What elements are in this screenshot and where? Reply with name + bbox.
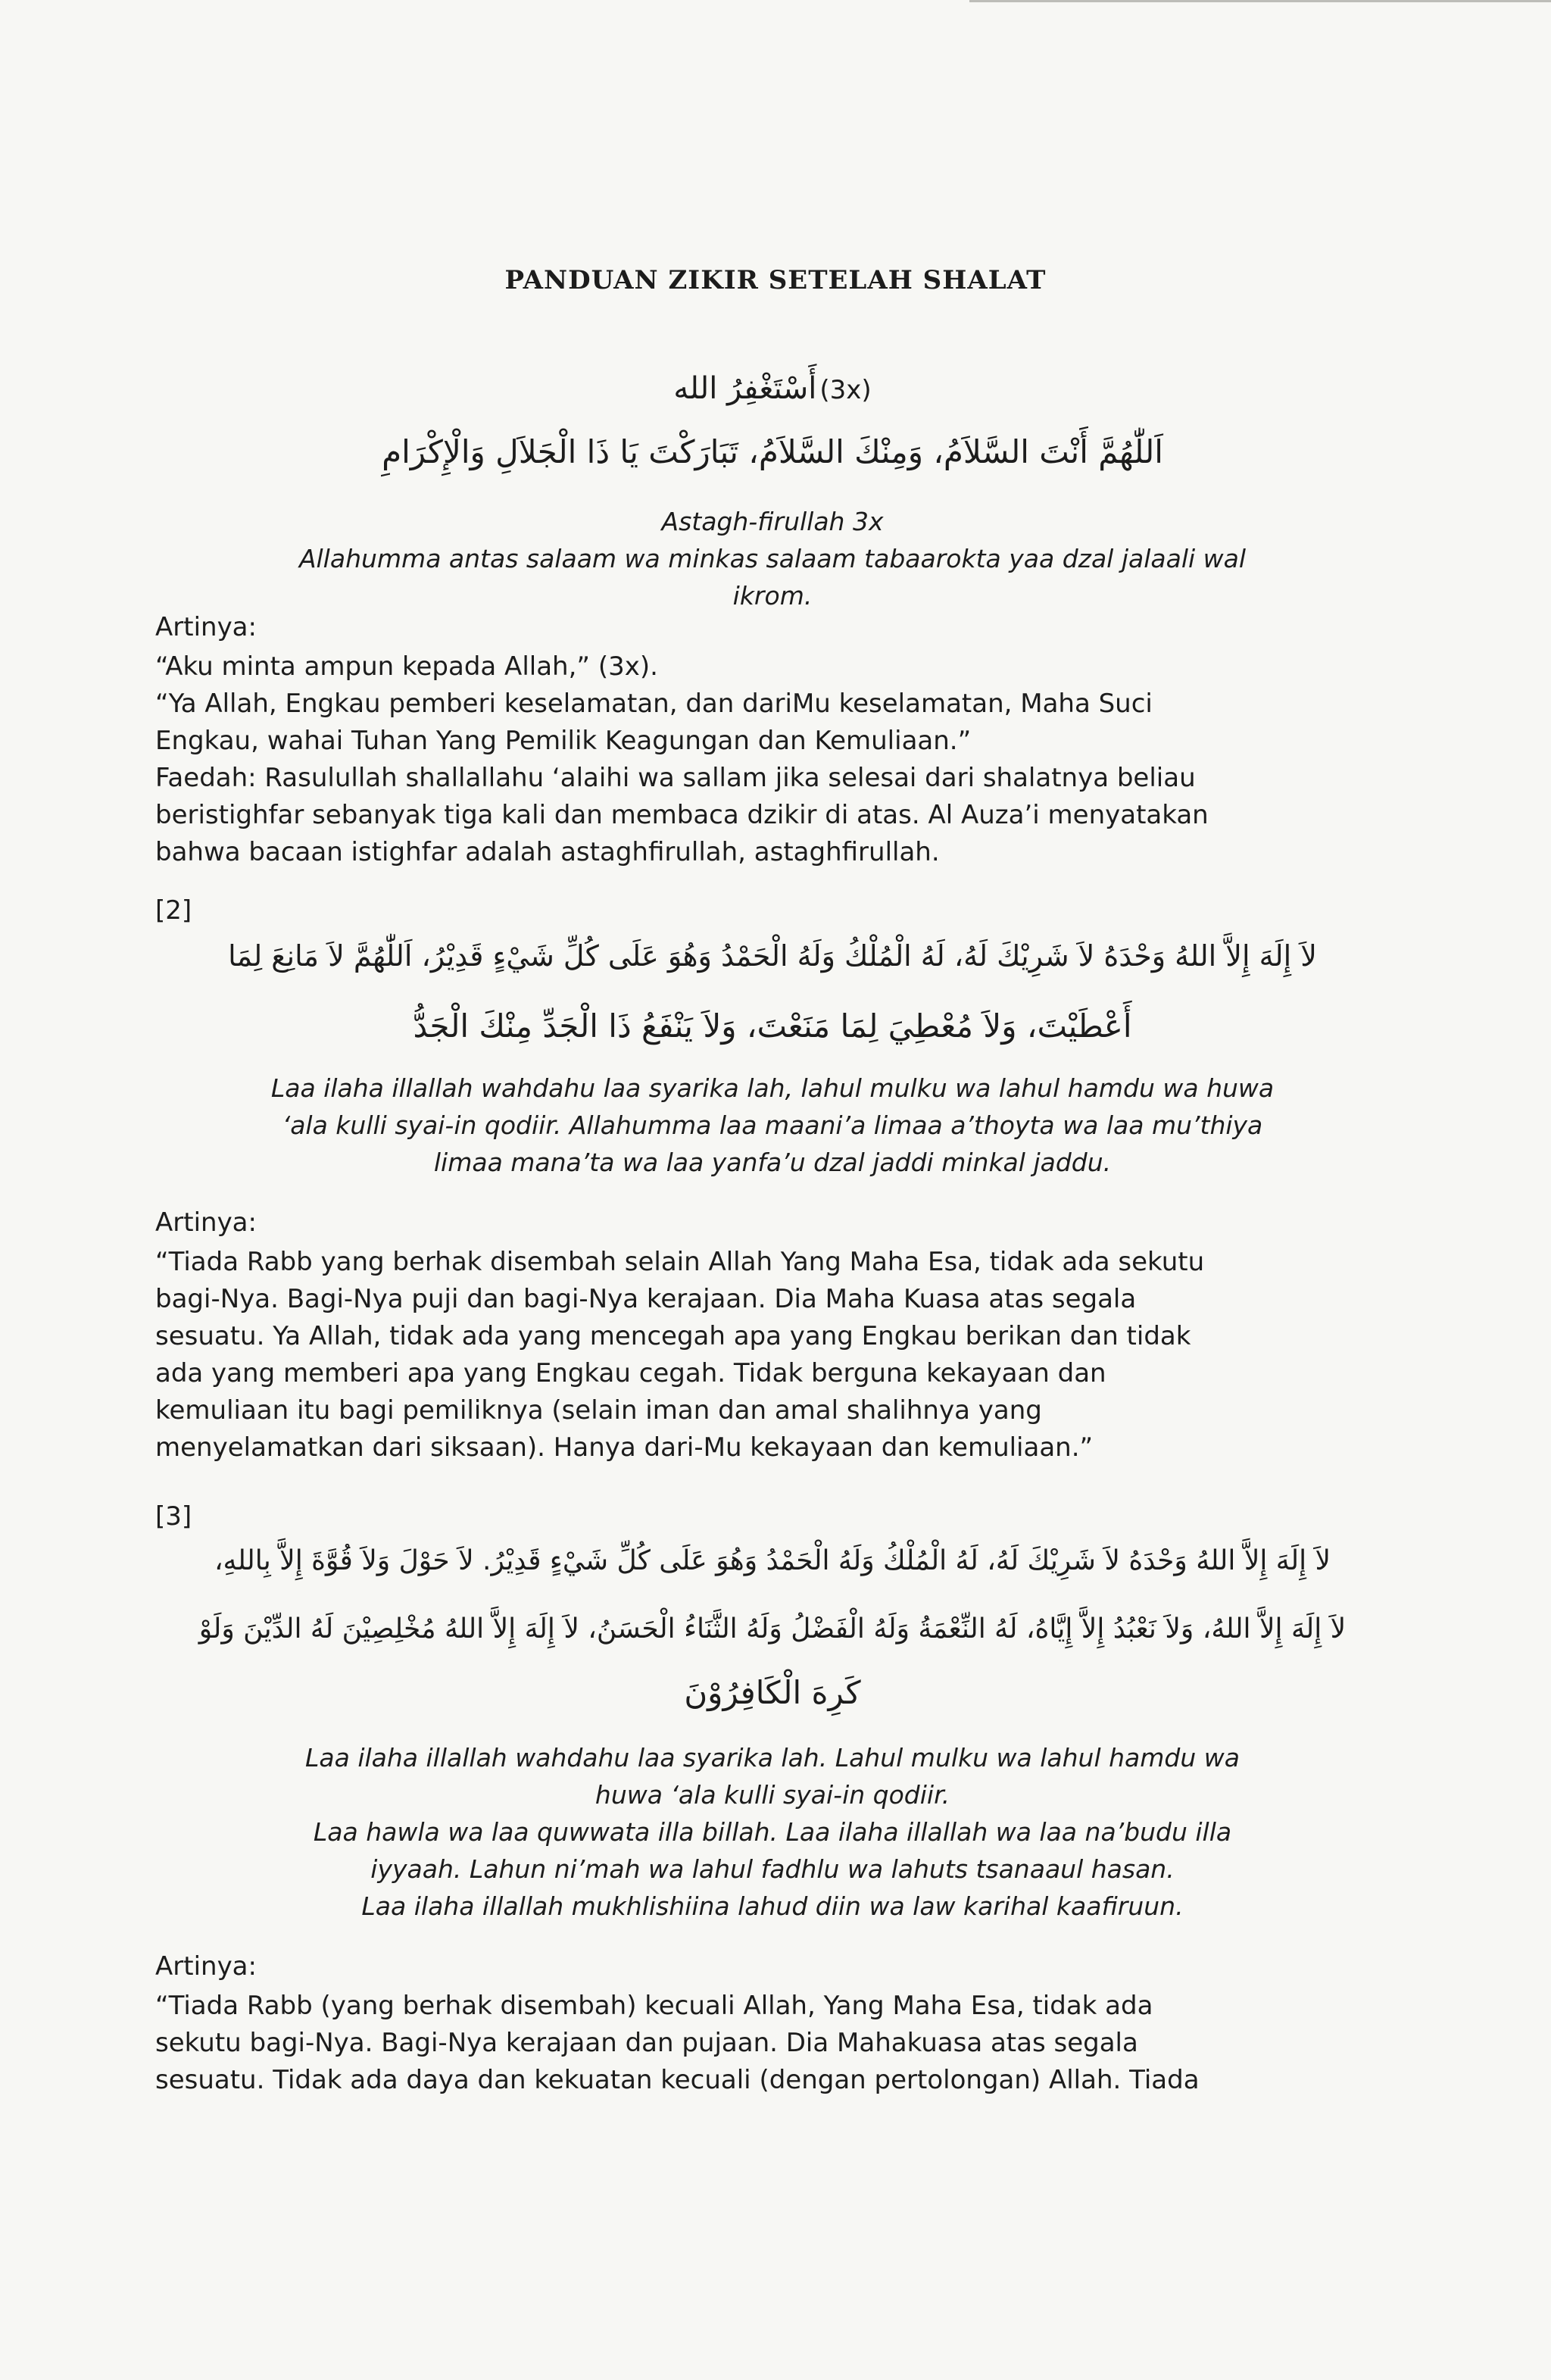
transliteration-2-line: limaa mana’ta wa laa yanfa’u dzal jaddi minkal jaddu. bbox=[433, 1148, 1112, 1177]
meaning-1-line: Engkau, wahai Tuhan Yang Pemilik Keagungan dan Kemuliaan.” bbox=[155, 726, 972, 756]
section-number-2: [2] bbox=[155, 895, 192, 926]
page-title: PANDUAN ZIKIR SETELAH SHALAT bbox=[504, 265, 1047, 295]
istighfar-line bbox=[151, 371, 1393, 406]
transliteration-1-line3: ikrom. bbox=[732, 581, 813, 611]
section-number-3: [3] bbox=[155, 1501, 192, 1532]
meaning-1-line: “Ya Allah, Engkau pemberi keselamatan, dan dariMu keselamatan, Maha Suci bbox=[155, 689, 1153, 719]
artinya-label-3: Artinya: bbox=[155, 1951, 257, 1982]
transliteration-3-line: huwa ‘ala kulli syai-in qodiir. bbox=[594, 1780, 950, 1810]
meaning-2-line: sesuatu. Ya Allah, tidak ada yang mencegah apa yang Engkau berikan dan tidak bbox=[155, 1321, 1191, 1351]
transliteration-3-line: Laa ilaha illallah mukhlishiina lahud diin wa law karihal kaafiruun. bbox=[361, 1891, 1184, 1921]
arabic-dua-3-line2: لاَ إِلَهَ إِلاَّ اللهُ، وَلاَ نَعْبُدُ إِلاَّ إِيَّاهُ، لَهُ النِّعْمَةُ وَلَهُ الْفَضْلُ وَلَهُ الثَّنَاءُ الْحَسَنُ، لاَ إِلَهَ إِلاَّ اللهُ مُخْلِصِيْنَ لَهُ الدِّيْنَ وَلَوْ bbox=[198, 1613, 1347, 1644]
meaning-1-line: beristighfar sebanyak tiga kali dan membaca dzikir di atas. Al Auza’i menyatakan bbox=[155, 800, 1209, 830]
artinya-label-1: Artinya: bbox=[155, 612, 257, 642]
meaning-2 bbox=[155, 1244, 1386, 1466]
meaning-2-line: menyelamatkan dari siksaan). Hanya dari-Mu kekayaan dan kemuliaan.” bbox=[155, 1432, 1094, 1463]
arabic-dua-3-line1: لاَ إِلَهَ إِلاَّ اللهُ وَحْدَهُ لاَ شَرِيْكَ لَهُ، لَهُ الْمُلْكُ وَلَهُ الْحَمْدُ وَهُوَ عَلَى كُلِّ شَيْءٍ قَدِيْرُ. لاَ حَوْلَ وَلاَ قُوَّةَ إِلاَّ بِاللهِ، bbox=[214, 1545, 1331, 1576]
artinya-label-2: Artinya: bbox=[155, 1207, 257, 1238]
meaning-2-line: “Tiada Rabb yang berhak disembah selain Allah Yang Maha Esa, tidak ada sekutu bbox=[155, 1247, 1205, 1277]
meaning-1-line: “Aku minta ampun kepada Allah,” (3x). bbox=[155, 651, 658, 682]
transliteration-2-line: Laa ilaha illallah wahdahu laa syarika lah, lahul mulku wa lahul hamdu wa huwa bbox=[270, 1073, 1275, 1103]
scan-edge-line bbox=[969, 0, 1551, 2]
meaning-2-line: kemuliaan itu bagi pemiliknya (selain iman dan amal shalihnya yang bbox=[155, 1395, 1042, 1426]
meaning-1-line: Faedah: Rasulullah shallallahu ‘alaihi wa sallam jika selesai dari shalatnya beliau bbox=[155, 763, 1196, 793]
meaning-1 bbox=[155, 648, 1386, 871]
meaning-3-line: sekutu bagi-Nya. Bagi-Nya kerajaan dan pujaan. Dia Mahakuasa atas segala bbox=[155, 2028, 1138, 2058]
meaning-3-line: sesuatu. Tidak ada daya dan kekuatan kecuali (dengan pertolongan) Allah. Tiada bbox=[155, 2065, 1200, 2095]
meaning-2-line: bagi-Nya. Bagi-Nya puji dan bagi-Nya kerajaan. Dia Maha Kuasa atas segala bbox=[155, 1284, 1137, 1314]
meaning-3-line: “Tiada Rabb (yang berhak disembah) kecuali Allah, Yang Maha Esa, tidak ada bbox=[155, 1991, 1153, 2021]
transliteration-2-line: ‘ala kulli syai-in qodiir. Allahumma laa maani’a limaa a’thoyta wa laa mu’thiya bbox=[282, 1110, 1263, 1140]
istighfar-arabic: أَسْتَغْفِرُ الله bbox=[673, 371, 817, 406]
transliteration-3-line: Laa hawla wa laa quwwata illa billah. Laa ilaha illallah wa laa na’budu illa bbox=[313, 1817, 1232, 1847]
arabic-dua-2-line1: لاَ إِلَهَ إِلاَّ اللهُ وَحْدَهُ لاَ شَرِيْكَ لَهُ، لَهُ الْمُلْكُ وَلَهُ الْحَمْدُ وَهُوَ عَلَى كُلِّ شَيْءٍ قَدِيْرُ، اَللّٰهُمَّ لاَ مَانِعَ لِمَا bbox=[228, 939, 1317, 973]
transliteration-1-line1: Astagh-firullah 3x bbox=[661, 507, 884, 536]
meaning-1-line: bahwa bacaan istighfar adalah astaghfirullah, astaghfirullah. bbox=[155, 837, 940, 867]
arabic-dua-1: اَللّٰهُمَّ أَنْتَ السَّلاَمُ، وَمِنْكَ السَّلاَمُ، تَبَارَكْتَ يَا ذَا الْجَلاَلِ وَالْإِكْرَامِ bbox=[382, 433, 1163, 470]
meaning-3 bbox=[155, 1988, 1386, 2099]
istighfar-repeat: (3x) bbox=[819, 375, 872, 405]
arabic-dua-3-line3: كَرِهَ الْكَافِرُوْنَ bbox=[684, 1674, 861, 1711]
transliteration-3-line: Laa ilaha illallah wahdahu laa syarika lah. Lahul mulku wa lahul hamdu wa bbox=[305, 1743, 1240, 1773]
meaning-2-line: ada yang memberi apa yang Engkau cegah. Tidak berguna kekayaan dan bbox=[155, 1358, 1106, 1388]
transliteration-3-line: iyyaah. Lahun ni’mah wa lahul fadhlu wa lahuts tsanaaul hasan. bbox=[370, 1854, 1175, 1884]
arabic-dua-2-line2: أَعْطَيْتَ، وَلاَ مُعْطِيَ لِمَا مَنَعْتَ، وَلاَ يَنْفَعُ ذَا الْجَدِّ مِنْكَ الْجَدُّ bbox=[413, 1007, 1132, 1045]
transliteration-1-line2: Allahumma antas salaam wa minkas salaam tabaarokta yaa dzal jalaali wal bbox=[298, 544, 1247, 573]
